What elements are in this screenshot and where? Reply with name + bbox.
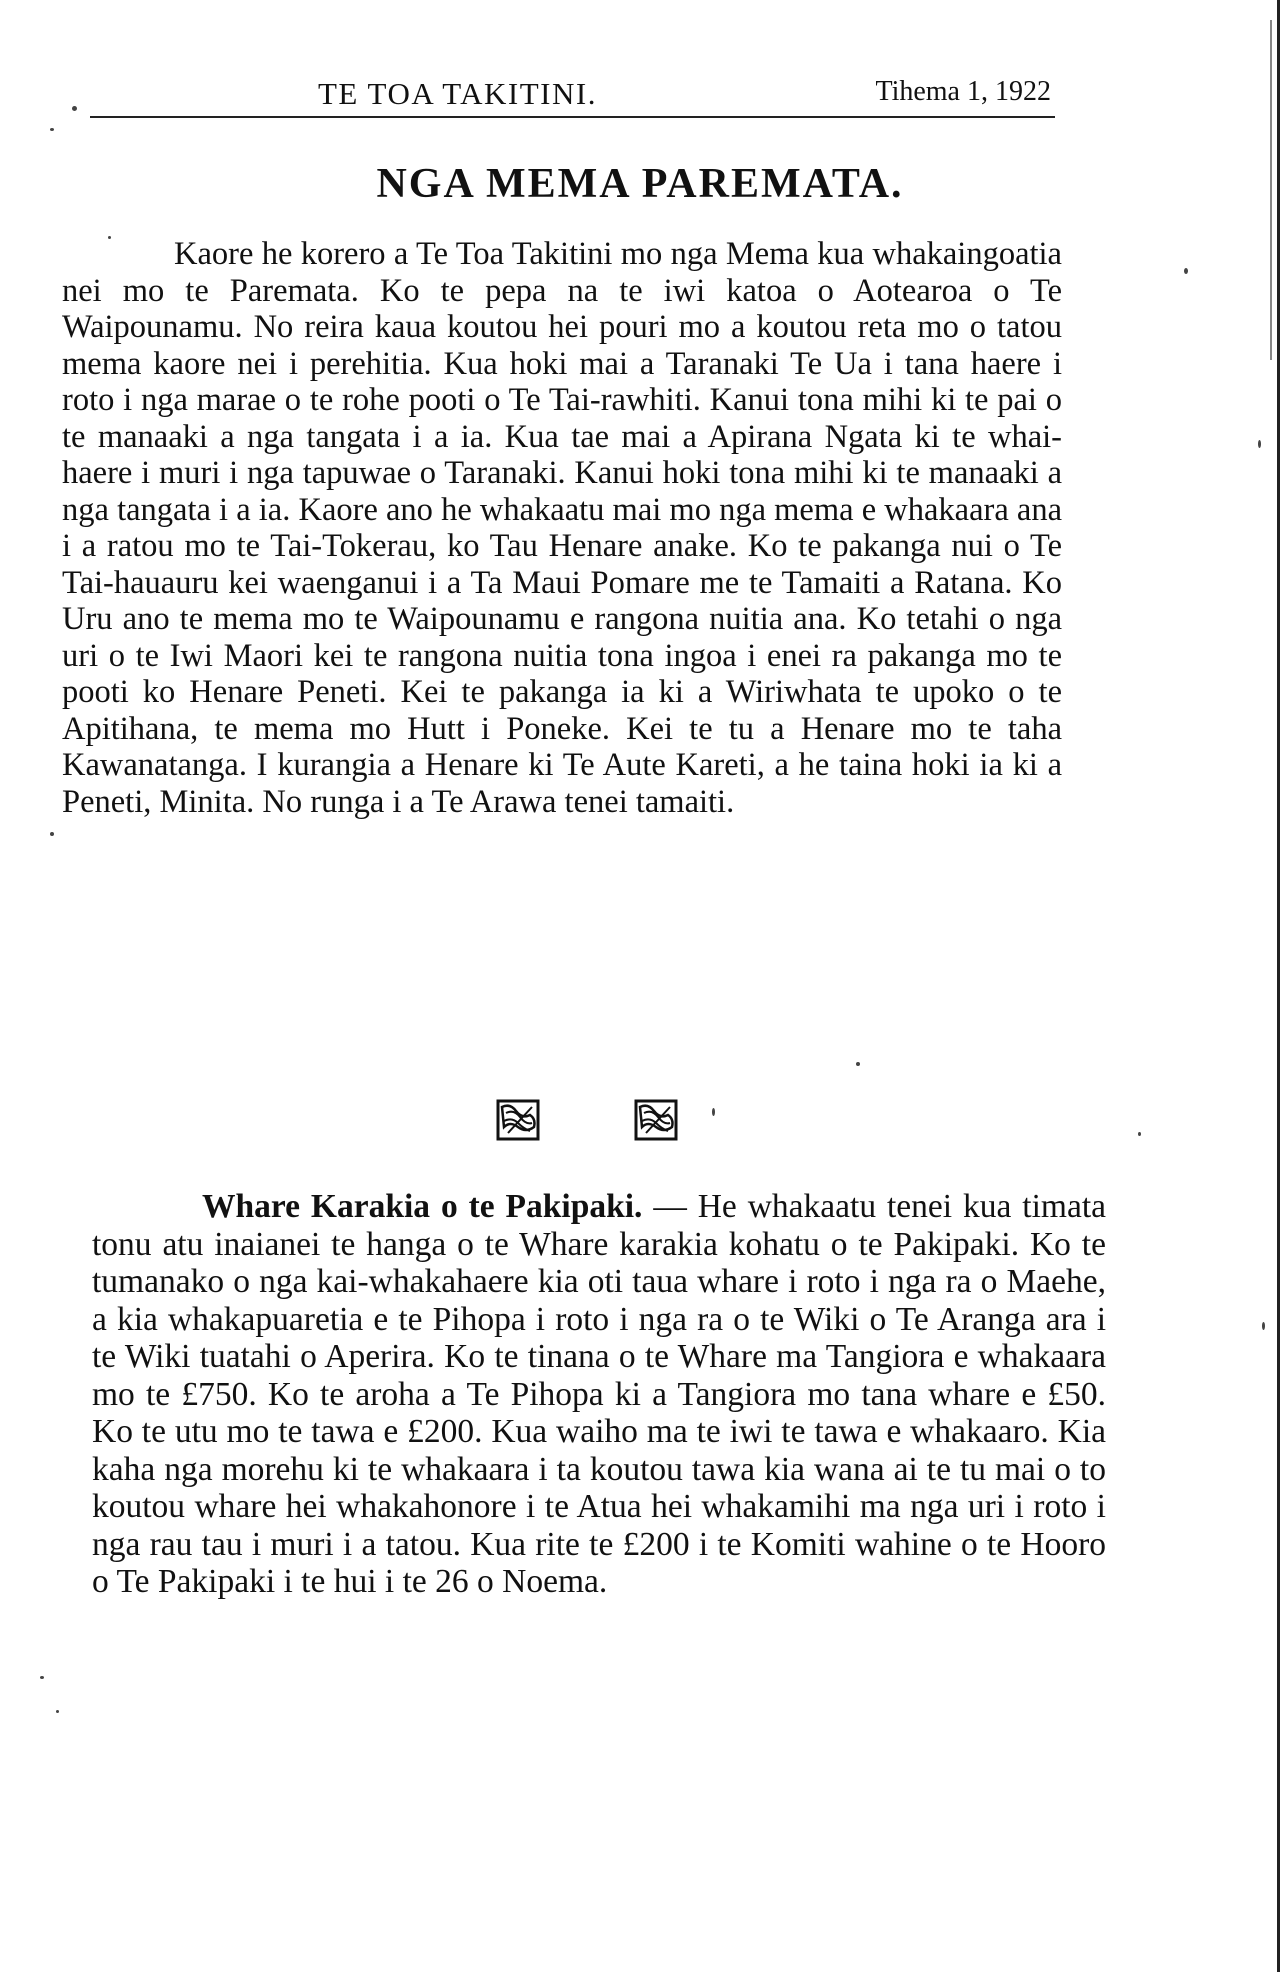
news-item-title: Whare Karakia o te Pakipaki. bbox=[202, 1188, 643, 1225]
news-item-body: — He whakaatu tenei kua timata tonu atu inaianei te hanga o te Whare karakia kohatu o te Pakipaki. Ko te tumanako o nga kai-whakahaere kia oti taua whare i roto i nga ra o Maehe, a kia whakapuaretia e te Pihopa i roto i nga ra o te Wiki o Te Aranga ara i te Wiki tuatahi o Aperira. Ko te tinana o te Whare ma Tangiora e whakaara mo te £750. Ko te aroha a Te Pihopa ki a Tangiora mo tana whare e £50. Ko te utu mo te tawa e £200. Kua waiho ma te iwi te tawa e whakaaro. Kia kaha nga morehu ki te whakaara i ta koutou tawa kia wana ai te tu mai o to koutou whare hei whakahonore i te Atua hei whakamihi ma nga uri i roto i nga rau tau i muri i a tatou. Kua rite te £200 i te Komiti wahine o te Hooro o Te Pakipaki i te hui i te 26 o Noema. bbox=[92, 1188, 1106, 1600]
print-speck bbox=[50, 128, 54, 131]
ornamental-printer-block-icon bbox=[634, 1097, 680, 1143]
running-header bbox=[90, 72, 1055, 118]
print-speck bbox=[1262, 1322, 1265, 1330]
article-headline: NGA MEMA PAREMATA. bbox=[376, 161, 904, 207]
print-speck bbox=[72, 106, 77, 111]
print-speck bbox=[108, 236, 111, 239]
print-speck bbox=[1138, 1132, 1141, 1136]
print-speck bbox=[40, 1676, 44, 1679]
publication-title: TE TOA TAKITINI. bbox=[318, 76, 597, 111]
print-speck bbox=[56, 1710, 59, 1713]
issue-date: Tihema 1, 1922 bbox=[875, 76, 1051, 107]
print-speck bbox=[50, 832, 54, 836]
section-divider bbox=[0, 1097, 1280, 1147]
article-body: Kaore he korero a Te Toa Takitini mo nga Mema kua whakaingoatia nei mo te Paremata. Ko te pepa na te iwi katoa o Aotearoa o Te Waipounamu. No reira kaua koutou hei pouri mo a koutou reta mo o tatou mema kaore nei i perehitia. Kua hoki mai a Taranaki Te Ua i tana haere i roto i nga marae o te rohe pooti o Te Tai-rawhiti. Kanui tona mihi ki te pai o te manaaki a nga tangata i a ia. Kua tae mai a Apirana Ngata ki te whai-haere i muri i nga tapuwae o Taranaki. Kanui hoki tona mihi ki te manaaki a nga tangata i a ia. Kaore ano he whakaatu mai mo nga mema e whakaara ana i a ratou mo te Tai-Tokerau, ko Tau Henare anake. Ko te pakanga nui o Te Tai-hauauru kei waenganui i a Ta Maui Pomare me te Tamaiti a Ratana. Ko Uru ano te mema mo te Waipounamu e rangona nuitia ana. Ko tetahi o nga uri o te Iwi Maori kei te rangona nuitia tona ingoa i enei ra pakanga mo te pooti ko Henare Peneti. Kei te pakanga ia ki a Wiriwhata te upoko o te Apitihana, te mema mo Hutt i Poneke. Kei te tu a Henare mo te taha Kawanatanga. I kurangia a Henare ki Te Aute Kareti, a he taina hoki ia ki a Peneti, Minita. No runga i a Te Arawa tenei tamaiti. bbox=[62, 236, 1062, 820]
ornamental-printer-block-icon bbox=[496, 1097, 542, 1143]
news-item bbox=[92, 1188, 1106, 1601]
print-speck bbox=[712, 1108, 715, 1116]
print-speck bbox=[856, 1062, 860, 1066]
print-speck bbox=[1184, 268, 1188, 274]
print-speck bbox=[1258, 440, 1261, 448]
